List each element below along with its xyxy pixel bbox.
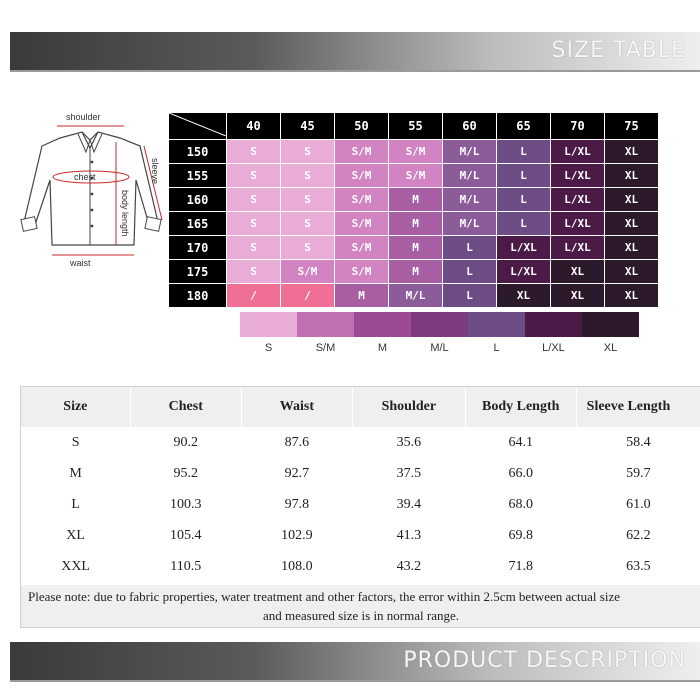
table-cell: 35.6 [396,434,422,450]
weight-header: 65 [497,113,551,140]
table-cell: XXL [61,558,90,574]
legend-label: XL [603,342,618,354]
table-cell: 41.3 [396,527,422,543]
weight-header: 50 [335,113,389,140]
size-color-legend [240,312,639,337]
size-cell: L/XL [551,140,605,164]
legend-swatch [468,312,525,337]
size-cell: S/M [335,164,389,188]
note-line-2: and measured size is in normal range. [262,608,459,623]
table-row [21,427,700,458]
height-header: 155 [169,164,227,188]
size-cell: S [281,188,335,212]
table-cell: 69.8 [508,527,533,543]
table-cell: L [71,496,80,512]
size-cell: XL [605,260,659,284]
weight-header: 60 [443,113,497,140]
table-cell: 105.4 [170,527,202,543]
size-cell: L/XL [497,236,551,260]
table-corner [169,113,227,140]
header-sleeve-length: Sleeve Length [576,387,700,427]
legend-label: M/L [430,342,449,354]
size-measurement-table [20,386,700,628]
size-cell: XL [605,284,659,308]
height-header: 150 [169,140,227,164]
product-description-banner [10,642,700,682]
table-cell: 110.5 [170,558,202,574]
size-cell: L [497,140,551,164]
size-cell: S/M [389,164,443,188]
height-header: 175 [169,260,227,284]
height-row [169,140,659,164]
table-cell: 95.2 [173,465,199,481]
table-cell: 108.0 [281,558,313,574]
size-cell: S/M [335,260,389,284]
legend-label: L [493,342,500,354]
legend-label: S/M [315,342,336,354]
table-cell: 64.1 [508,434,533,450]
table-cell: 100.3 [170,496,202,512]
size-cell: M/L [389,284,443,308]
table-cell: 37.5 [396,465,422,481]
size-cell: / [227,284,281,308]
shirt-measurement-diagram [12,110,167,275]
size-cell: S [281,164,335,188]
size-cell: S [227,188,281,212]
legend-label: S [264,342,273,354]
shirt-illustration [12,110,167,275]
height-row [169,212,659,236]
height-header: 165 [169,212,227,236]
banner-title: SIZE TABLE [551,38,686,63]
size-cell: S [227,212,281,236]
height-header: 180 [169,284,227,308]
size-cell: L [443,260,497,284]
table-cell: 90.2 [173,434,199,450]
size-table-banner [10,32,700,72]
size-cell: M [389,188,443,212]
waist-label: waist [70,258,91,268]
height-weight-body [169,140,659,308]
size-cell: S [227,236,281,260]
table-cell: 71.8 [508,558,533,574]
table-cell: 87.6 [284,434,310,450]
size-cell: M [335,284,389,308]
table-cell: 61.0 [626,496,651,512]
size-cell: L [497,188,551,212]
legend-swatch [411,312,468,337]
size-legend-labels [240,342,639,354]
shoulder-label: shoulder [66,112,101,122]
size-cell: L/XL [551,212,605,236]
weight-header: 40 [227,113,281,140]
table-cell: XL [66,527,85,543]
size-cell: S/M [335,140,389,164]
size-cell: L [497,164,551,188]
size-cell: M/L [443,164,497,188]
weight-header-row [169,113,659,140]
size-cell: M/L [443,188,497,212]
table-cell: 58.4 [626,434,651,450]
header-shoulder: Shoulder [352,387,465,427]
size-cell: S [227,140,281,164]
size-cell: XL [605,140,659,164]
header-size: Size [21,387,130,427]
height-row [169,164,659,188]
height-header: 170 [169,236,227,260]
size-cell: M/L [443,212,497,236]
size-cell: XL [551,260,605,284]
table-cell: 43.2 [396,558,422,574]
size-cell: L [497,212,551,236]
weight-header: 55 [389,113,443,140]
size-cell: XL [605,212,659,236]
height-weight-table [168,112,659,308]
measurement-note [21,585,700,627]
table-cell: 92.7 [284,465,310,481]
size-cell: S/M [389,140,443,164]
size-cell: M [389,236,443,260]
table-cell: 102.9 [281,527,313,543]
weight-header: 75 [605,113,659,140]
table-row [21,458,700,489]
legend-swatch [582,312,639,337]
size-cell: L/XL [551,236,605,260]
size-cell: XL [605,188,659,212]
size-cell: S/M [335,212,389,236]
table-cell: 68.0 [508,496,533,512]
weight-header: 70 [551,113,605,140]
legend-label: M [377,342,388,354]
table-cell: 62.2 [626,527,651,543]
table-row [21,520,700,551]
size-table-body [21,427,700,582]
size-cell: S/M [335,236,389,260]
sleeve-label: sleeve [150,158,160,185]
table-cell: M [69,465,82,481]
legend-label: L/XL [542,342,565,354]
size-cell: S [281,236,335,260]
table-cell: 63.5 [626,558,651,574]
size-cell: L/XL [551,164,605,188]
size-cell: S [281,140,335,164]
size-cell: M [389,212,443,236]
size-cell: L [443,284,497,308]
table-row [21,489,700,520]
header-body-length: Body Length [465,387,576,427]
size-cell: XL [605,236,659,260]
table-cell: 97.8 [284,496,310,512]
size-cell: S [281,212,335,236]
header-chest: Chest [130,387,241,427]
size-cell: M/L [443,140,497,164]
table-cell: 66.0 [508,465,533,481]
table-row [21,551,700,582]
size-cell: XL [497,284,551,308]
banner-title: PRODUCT DESCRIPTION [403,648,686,673]
size-cell: S/M [281,260,335,284]
size-cell: M [389,260,443,284]
size-cell: S [227,260,281,284]
size-cell: L [443,236,497,260]
diagonal-divider-icon [169,113,226,136]
size-cell: / [281,284,335,308]
height-row [169,236,659,260]
size-cell: L/XL [551,188,605,212]
size-cell: L/XL [497,260,551,284]
legend-swatch [240,312,297,337]
legend-swatch [525,312,582,337]
weight-header: 45 [281,113,335,140]
size-cell: S [227,164,281,188]
legend-swatch [297,312,354,337]
header-waist: Waist [241,387,352,427]
size-cell: XL [605,164,659,188]
height-row [169,284,659,308]
note-line-1: Please note: due to fabric properties, water treatment and other factors, the error within 2.5cm between actual size [28,589,620,604]
chest-label: chest [74,172,96,182]
size-table-header-row [21,387,700,427]
table-cell: 39.4 [396,496,422,512]
height-header: 160 [169,188,227,212]
table-cell: 59.7 [626,465,651,481]
height-row [169,260,659,284]
body-length-label: body length [120,190,130,237]
table-cell: S [71,434,80,450]
size-cell: XL [551,284,605,308]
height-row [169,188,659,212]
size-cell: S/M [335,188,389,212]
legend-swatch [354,312,411,337]
